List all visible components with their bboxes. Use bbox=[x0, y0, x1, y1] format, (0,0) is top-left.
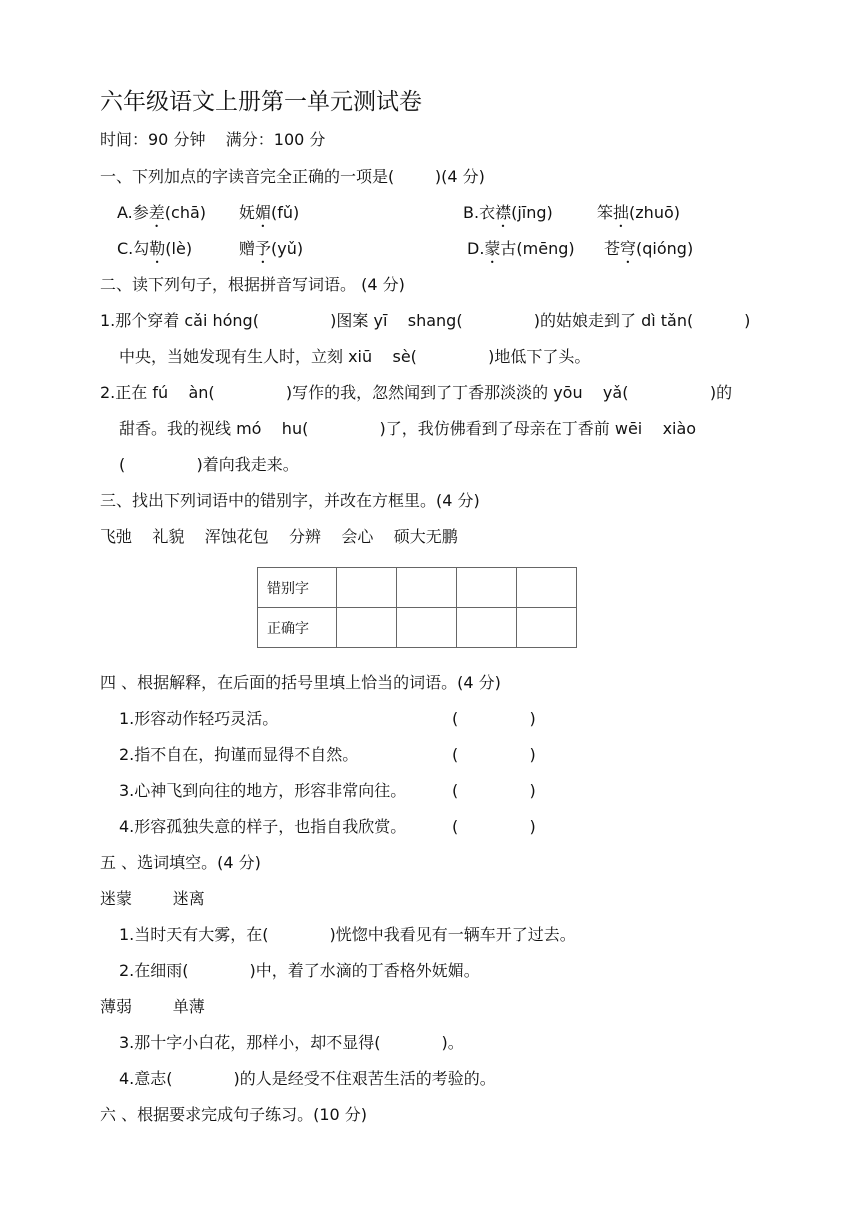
fill-question: 4.意志( )的人是经受不住艰苦生活的考验的。 bbox=[119, 1069, 496, 1088]
fill-question: 3.那十字小白花，那样小，却不显得( )。 bbox=[119, 1033, 464, 1052]
fill-question: 1.当时天有大雾，在( )恍惚中我看见有一辆车开了过去。 bbox=[119, 925, 576, 944]
option-c-word-1: C.勾勒(lè) bbox=[117, 239, 193, 258]
answer-blank: ( ) bbox=[452, 745, 536, 764]
definition-item: 3.心神飞到向往的地方，形容非常向往。 bbox=[119, 781, 407, 800]
option-a-word-2: 妩媚(fǔ) bbox=[239, 203, 300, 222]
option-d-word-2: 苍穹(qióng) bbox=[604, 239, 694, 258]
table-row bbox=[258, 568, 577, 608]
section-5-heading: 五 、选词填空。(4 分) bbox=[100, 853, 261, 872]
section-2-line-4: 甜香。我的视线 mó hu( )了，我仿佛看到了母亲在丁香前 wēi xiào bbox=[119, 419, 697, 438]
page-title: 六年级语文上册第一单元测试卷 bbox=[100, 89, 422, 115]
section-2-heading: 二、读下列句子，根据拼音写词语。 (4 分) bbox=[100, 275, 405, 294]
section-6-heading: 六 、根据要求完成句子练习。(10 分) bbox=[100, 1105, 368, 1124]
answer-blank: ( ) bbox=[452, 781, 536, 800]
answer-cell[interactable] bbox=[397, 608, 457, 648]
table-row bbox=[258, 608, 577, 648]
option-b-word-1: B.衣襟(jīng) bbox=[463, 203, 553, 222]
section-2-line-2: 中央，当她发现有生人时，立刻 xiū sè( )地低下了头。 bbox=[119, 347, 591, 366]
answer-cell[interactable] bbox=[517, 608, 577, 648]
answer-blank: ( ) bbox=[452, 817, 536, 836]
option-b-word-2: 笨拙(zhuō) bbox=[597, 203, 680, 222]
word-choice-pair-2: 薄弱 单薄 bbox=[100, 997, 205, 1016]
definition-item: 4.形容孤独失意的样子，也指自我欣赏。 bbox=[119, 817, 407, 836]
wrong-char-label: 错别字 bbox=[258, 568, 337, 608]
answer-cell[interactable] bbox=[457, 568, 517, 608]
answer-cell[interactable] bbox=[337, 568, 397, 608]
fill-question: 2.在细雨( )中，着了水滴的丁香格外妩媚。 bbox=[119, 961, 480, 980]
answer-cell[interactable] bbox=[517, 568, 577, 608]
answer-cell[interactable] bbox=[457, 608, 517, 648]
section-4-heading: 四 、根据解释，在后面的括号里填上恰当的词语。(4 分) bbox=[100, 673, 501, 692]
answer-blank: ( ) bbox=[452, 709, 536, 728]
section-1-heading: 一、下列加点的字读音完全正确的一项是( )(4 分) bbox=[100, 167, 485, 186]
correction-table bbox=[257, 567, 577, 648]
section-3-words: 飞弛 礼貌 浑蚀花包 分辨 会心 硕大无鹏 bbox=[100, 527, 458, 546]
definition-item: 2.指不自在，拘谨而显得不自然。 bbox=[119, 745, 359, 764]
section-2-line-1: 1.那个穿着 cǎi hóng( )图案 yī shang( )的姑娘走到了 dì tǎn( ) bbox=[100, 311, 751, 330]
option-a-word-1: A.参差(chā) bbox=[117, 203, 207, 222]
answer-cell[interactable] bbox=[397, 568, 457, 608]
option-d-word-1: D.蒙古(mēng) bbox=[467, 239, 575, 258]
section-3-heading: 三、找出下列词语中的错别字，并改在方框里。(4 分) bbox=[100, 491, 480, 510]
exam-meta: 时间：90 分钟 满分：100 分 bbox=[100, 130, 326, 149]
option-c-word-2: 赠予(yǔ) bbox=[239, 239, 304, 258]
word-choice-pair-1: 迷蒙 迷离 bbox=[100, 889, 205, 908]
definition-item: 1.形容动作轻巧灵活。 bbox=[119, 709, 279, 728]
section-2-line-3: 2.正在 fú àn( )写作的我，忽然闻到了丁香那淡淡的 yōu yǎ( )的 bbox=[100, 383, 733, 402]
section-2-line-5: ( )着向我走来。 bbox=[119, 455, 299, 474]
answer-cell[interactable] bbox=[337, 608, 397, 648]
correct-char-label: 正确字 bbox=[258, 608, 337, 648]
